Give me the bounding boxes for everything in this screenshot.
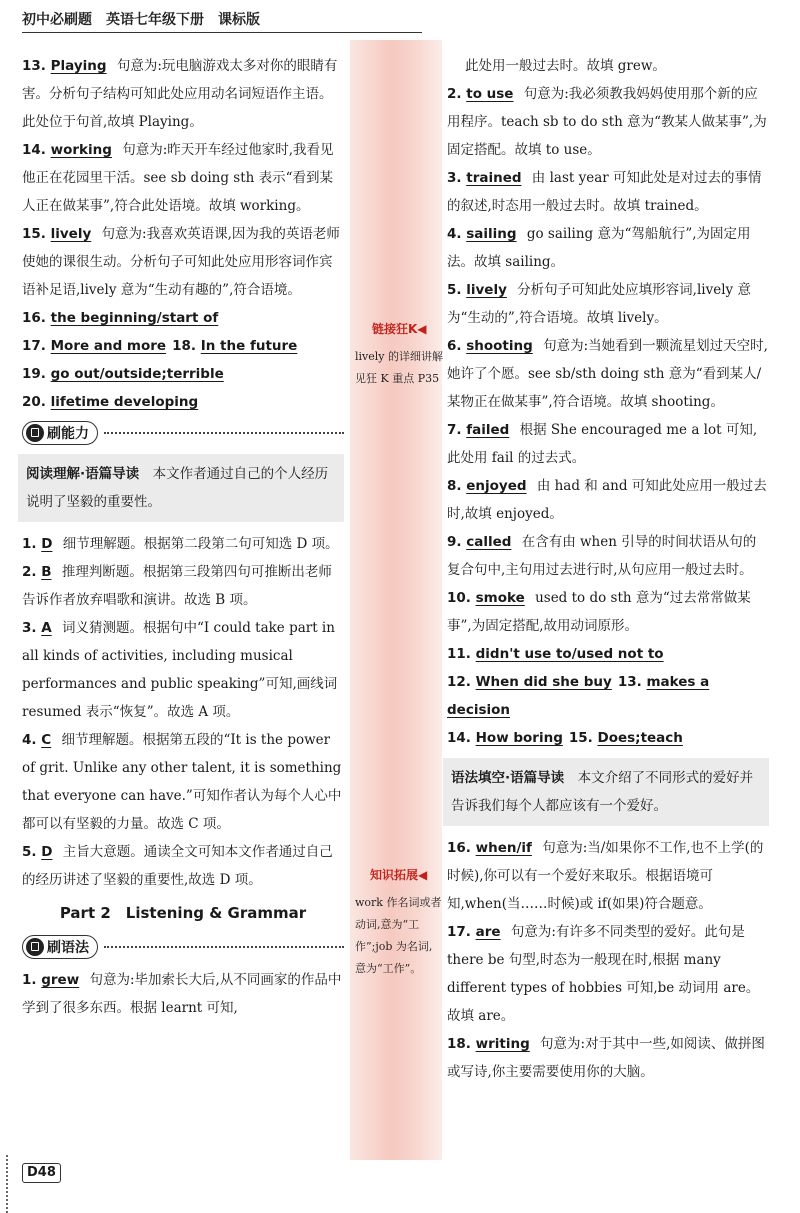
item-explanation: 主旨大意题。通读全文可知本文作者通过自己的经历讲述了坚毅的重要性,故选 D 项。 xyxy=(22,844,333,888)
answer-item xyxy=(447,220,769,276)
answer-item xyxy=(22,136,344,220)
item-answer: trained xyxy=(466,170,522,186)
item-explanation: 细节理解题。根据第二段第二句可知选 D 项。 xyxy=(58,536,339,552)
intro-tag: 阅读理解·语篇导读 xyxy=(26,466,140,482)
answer-item xyxy=(447,528,769,584)
item-answer: Playing xyxy=(50,58,107,74)
item-number: 1. xyxy=(22,972,42,988)
link-note-text: lively 的详细讲解见狂 K 重点 P35 xyxy=(355,350,443,385)
item-answer: D xyxy=(41,536,53,552)
item-number: 6. xyxy=(447,338,467,354)
item-number: 13. xyxy=(22,58,51,74)
item-explanation: 句意为:玩电脑游戏太多对你的眼睛有害。分析句子结构可知此处应用动名词短语作主语。此处位于句首,故填 Playing。 xyxy=(22,58,338,130)
section-bar-grammar xyxy=(22,932,344,962)
item-answer: D xyxy=(41,844,53,860)
answer-item xyxy=(447,276,769,332)
item-explanation: 细节理解题。根据第五段的“It is the power of grit. Unlike any other talent, it is something that everyone can have.”可知作者认为每个人心中都可以有坚毅的力量。故选 C 项。 xyxy=(22,732,342,832)
answer-item xyxy=(447,918,769,1030)
answer-item xyxy=(447,834,769,918)
item-answer: grew xyxy=(41,972,80,988)
item-number: 13. xyxy=(617,674,647,690)
item-number: 10. xyxy=(447,590,476,606)
book-icon xyxy=(26,938,44,956)
item-number: 16. xyxy=(22,310,51,326)
item-explanation: 由 last year 可知此处是对过去的事情的叙述,时态用一般过去时。故填 trained。 xyxy=(447,170,762,214)
footer-dots xyxy=(6,1155,10,1213)
item-answer: failed xyxy=(466,422,510,438)
answer-item xyxy=(447,668,769,724)
intro-tag: 语法填空·语篇导读 xyxy=(451,770,565,786)
item-number: 15. xyxy=(568,730,598,746)
continued-text: 此处用一般过去时。故填 grew。 xyxy=(465,58,666,74)
answer-list-c xyxy=(22,966,344,1022)
item-answer: called xyxy=(466,534,512,550)
item-number: 3. xyxy=(22,620,42,636)
answer-item xyxy=(22,966,344,1022)
intro-text: 本文作者通过自己的个人经历说明了坚毅的重要性。 xyxy=(26,466,329,510)
item-answer: the beginning/start of xyxy=(50,310,219,326)
answer-item xyxy=(447,80,769,164)
item-answer: shooting xyxy=(466,338,533,354)
book-icon xyxy=(26,424,44,442)
item-number: 17. xyxy=(447,924,476,940)
item-explanation: 在含有由 when 引导的时间状语从句的复合句中,主句用过去进行时,从句应用一般过去时。 xyxy=(447,534,757,578)
section-badge xyxy=(22,421,98,445)
answer-item xyxy=(22,530,344,558)
item-answer: lively xyxy=(50,226,92,242)
answer-item xyxy=(447,640,769,668)
item-explanation: go sailing 意为“驾船航行”,为固定用法。故填 sailing。 xyxy=(447,226,751,270)
intro-text: 本文介绍了不同形式的爱好并告诉我们每个人都应该有一个爱好。 xyxy=(451,770,754,814)
right-column xyxy=(447,52,769,1086)
item-number: 1. xyxy=(22,536,42,552)
answer-item xyxy=(22,220,344,304)
item-number: 19. xyxy=(22,366,51,382)
item-explanation: used to do sth 意为“过去常常做某事”,为固定搭配,故用动词原形。 xyxy=(447,590,751,634)
item-number: 14. xyxy=(447,730,476,746)
answer-item xyxy=(22,614,344,726)
item-explanation: 句意为:毕加索长大后,从不同画家的作品中学到了很多东西。根据 learnt 可知, xyxy=(22,972,342,1016)
dotted-rule xyxy=(104,432,344,434)
item-answer: How boring xyxy=(475,730,563,746)
answer-list-a xyxy=(22,52,344,416)
item-explanation: 根据 She encouraged me a lot 可知,此处用 fail 的过去式。 xyxy=(447,422,758,466)
item-number: 12. xyxy=(447,674,476,690)
answer-item xyxy=(22,558,344,614)
item-answer: In the future xyxy=(200,338,298,354)
item-answer: go out/outside;terrible xyxy=(50,366,224,382)
item-answer: writing xyxy=(475,1036,530,1052)
answer-item xyxy=(22,838,344,894)
item-answer: didn't use to/used not to xyxy=(475,646,664,662)
answer-item xyxy=(22,304,344,332)
item-number: 5. xyxy=(447,282,467,298)
answer-list-b xyxy=(447,834,769,1086)
item-answer: sailing xyxy=(466,226,517,242)
item-explanation: 句意为:对于其中一些,如阅读、做拼图或写诗,你主要需要使用你的大脑。 xyxy=(447,1036,765,1080)
answer-item xyxy=(22,360,344,388)
item-answer: smoke xyxy=(475,590,525,606)
item-number: 14. xyxy=(22,142,51,158)
page-header: 初中必刷题 英语七年级下册 课标版 xyxy=(22,8,422,33)
link-note-title: 链接狂K◀ xyxy=(372,322,427,336)
item-number: 17. xyxy=(22,338,51,354)
item-number: 15. xyxy=(22,226,51,242)
answer-item xyxy=(22,52,344,136)
grammar-intro xyxy=(443,758,769,826)
section-bar-ability xyxy=(22,418,344,448)
answer-list-a xyxy=(447,80,769,752)
page-number: D48 xyxy=(22,1163,61,1183)
answer-item xyxy=(447,164,769,220)
item-number: 2. xyxy=(447,86,467,102)
answer-item xyxy=(447,724,769,752)
item-answer: lifetime developing xyxy=(50,394,199,410)
item-number: 7. xyxy=(447,422,467,438)
item-explanation: 词义猜测题。根据句中“I could take part in all kinds of activities, including musical performances and public speaking”可知,画线词 resumed 表示“恢复”。故选 A 项。 xyxy=(22,620,338,720)
item-number: 20. xyxy=(22,394,51,410)
part-title: Part 2 Listening & Grammar xyxy=(59,904,307,922)
item-explanation: 句意为:当她看到一颗流星划过天空时,她许了个愿。see sb/sth doing sth 意为“看到某人/某物正在做某事”,符合语境。故填 shooting。 xyxy=(447,338,768,410)
item-answer: are xyxy=(475,924,501,940)
item-answer: when/if xyxy=(475,840,532,856)
item-number: 2. xyxy=(22,564,42,580)
item-explanation: 句意为:我喜欢英语课,因为我的英语老师使她的课很生动。分析句子可知此处应用形容词作宾语补足语,lively 意为“生动有趣的”,符合语境。 xyxy=(22,226,340,298)
item-explanation: 分析句子可知此处应填形容词,lively 意为“生动的”,符合语境。故填 lively。 xyxy=(447,282,751,326)
answer-item xyxy=(447,332,769,416)
answer-list-b xyxy=(22,530,344,894)
item-number: 5. xyxy=(22,844,42,860)
section-badge xyxy=(22,935,98,959)
margin-band xyxy=(350,40,442,1160)
dotted-rule xyxy=(104,946,344,948)
knowledge-note-text: work 作名词或者动词,意为“工作”;job 为名词,意为“工作”。 xyxy=(355,896,442,975)
section-title: 刷能力 xyxy=(47,426,89,442)
item-number: 4. xyxy=(447,226,467,242)
answer-item xyxy=(447,1030,769,1086)
item-number: 18. xyxy=(172,338,201,354)
item-number: 3. xyxy=(447,170,467,186)
item-answer: When did she buy xyxy=(475,674,612,690)
section-title: 刷语法 xyxy=(47,940,89,956)
item-number: 16. xyxy=(447,840,476,856)
item-explanation: 推理判断题。根据第三段第四句可推断出老师告诉作者放弃唱歌和演讲。故选 B 项。 xyxy=(22,564,332,608)
item-explanation: 句意为:昨天开车经过他家时,我看见他正在花园里干活。see sb doing sth 表示“看到某人正在做某事”,符合此处语境。故填 working。 xyxy=(22,142,334,214)
item-explanation: 由 had 和 and 可知此处应用一般过去时,故填 enjoyed。 xyxy=(447,478,767,522)
left-column xyxy=(22,52,344,1022)
item-number: 4. xyxy=(22,732,42,748)
item-explanation: 句意为:当/如果你不工作,也不上学(的时候),你可以有一个爱好来取乐。根据语境可知,when(当……时候)或 if(如果)符合题意。 xyxy=(447,840,764,912)
item-explanation: 句意为:有许多不同类型的爱好。此句是 there be 句型,时态为一般现在时,根据 many different types of hobbies 可知,be 动词用 are。故填 are。 xyxy=(447,924,760,1024)
reading-intro xyxy=(18,454,344,522)
answer-item xyxy=(22,726,344,838)
answer-item xyxy=(22,332,344,360)
item-answer: C xyxy=(41,732,52,748)
item-answer: Does;teach xyxy=(597,730,683,746)
item-number: 11. xyxy=(447,646,476,662)
item-number: 8. xyxy=(447,478,467,494)
answer-item xyxy=(447,472,769,528)
item-answer: enjoyed xyxy=(466,478,527,494)
answer-item xyxy=(22,388,344,416)
knowledge-note-title: 知识拓展◀ xyxy=(370,868,428,882)
item-answer: A xyxy=(41,620,52,636)
answer-item xyxy=(447,584,769,640)
item-explanation: 句意为:我必须教我妈妈使用那个新的应用程序。teach sb to do sth 意为“教某人做某事”,为固定搭配。故填 to use。 xyxy=(447,86,767,158)
answer-item xyxy=(447,416,769,472)
item-answer: lively xyxy=(466,282,507,298)
item-answer: More and more xyxy=(50,338,167,354)
item-answer: to use xyxy=(466,86,514,102)
item-answer: B xyxy=(41,564,52,580)
item-number: 9. xyxy=(447,534,467,550)
item-number: 18. xyxy=(447,1036,476,1052)
item-answer: working xyxy=(50,142,112,158)
item-answer: makes a decision xyxy=(447,674,710,718)
